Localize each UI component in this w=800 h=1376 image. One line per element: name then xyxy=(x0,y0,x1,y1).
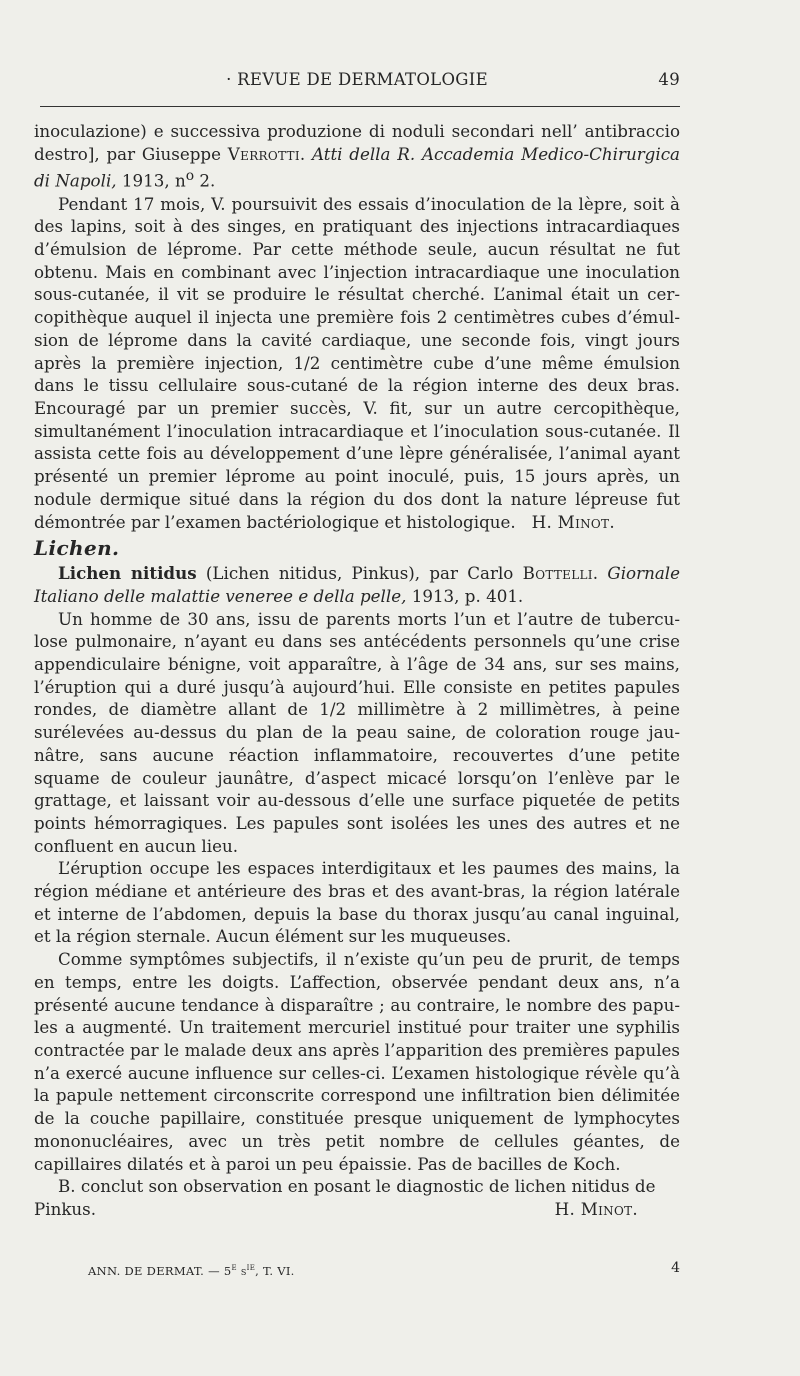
section-heading-lichen: Lichen. xyxy=(34,536,120,561)
paragraph-eruption-location: L’éruption occupe les espaces interdigitaux et les paumes des mains, la région médiane et antérieure des bras et des avant-bras, la région latérale et interne de l’abdomen, depuis la base du thorax jusqu’au canal inguinal, et la région sternale. Aucun élément sur les muqueuses. xyxy=(34,858,680,947)
header-rule xyxy=(40,106,680,107)
signature: H. Minot. xyxy=(554,1198,638,1219)
footer-folio: 4 xyxy=(671,1260,680,1276)
journal-citation: Giornale Italiano delle malattie veneree e della pelle, xyxy=(34,563,680,606)
paragraph-case-description: Un homme de 30 ans, issu de parents morts l’un et l’autre de tuberculose pulmonaire, n’ayant eu dans ses antécédents personnels qu’une crise appendiculaire bénigne, voit apparaître, à l’âge de 34 ans, sur ses mains, l’éruption qui a duré jusqu’à aujourd’hui. Elle consiste en petites papules rondes, de diamètre allant de 1/2 millimètre à 2 millimètres, à peine surélevées au-dessus du plan de la peau saine, de coloration rouge jaunâtre, sans aucune réaction inflammatoire, recouvertes d’une petite squame de couleur jaunâtre, d’aspect micacé lorsqu’on l’enlève par le grattage, et laissant voir au-dessous d’elle une surface piquetée de petits points hémorragiques. Les papules sont isolées les unes des autres et ne confluent en aucun lieu. xyxy=(34,608,680,856)
journal-citation: Atti della R. Accademia Medico-Chirurgica di Napoli, xyxy=(34,143,680,191)
author-name: Verrotti xyxy=(227,143,300,164)
page-footer xyxy=(88,1262,680,1278)
paragraph-reference-bottelli: Lichen nitidus (Lichen nitidus, Pinkus), par Carlo Bottelli. Giornale Italiano delle malattie veneree e della pelle, 1913, p. 401. xyxy=(34,563,680,606)
page-number: 49 xyxy=(658,70,680,89)
paragraph-reference-verrotti: inoculazione) e successiva produzione di noduli secondari nell’ antibraccio destro], par Giuseppe Verrotti. Atti della R. Accademia Medico-Chirurgica di Napoli, 1913, $n^o$ 2. xyxy=(34,121,680,191)
journal-title: · REVUE DE DERMATOLOGIE xyxy=(226,70,488,89)
signature: H. Minot. xyxy=(531,511,615,532)
article-title-bold: Lichen nitidus xyxy=(58,563,197,584)
paragraph-conclusion: B. conclut son observation en posant le diagnostic de lichen nitidus de xyxy=(58,1176,656,1197)
paragraph-symptoms-histology: Comme symptômes subjectifs, il n’existe qu’un peu de prurit, de temps en temps, entre les doigts. L’affection, observée pendant deux ans, n’a présenté aucune tendance à disparaître ; au contraire, le nombre des papules a augmenté. Un traitement mercuriel institué pour traiter une syphilis contractée par le malade deux ans après l’apparition des premières papules n’a exercé aucune influence sur celles-ci. L’examen histologique révèle qu’à la papule nettement circonscrite correspond une infiltration bien délimitée de la couche papillaire, constituée presque uniquement de lymphocytes mononucléaires, avec un très petit nombre de cellules géantes, de capillaires dilatés et à paroi un peu épaissie. Pas de bacilles de Koch. xyxy=(34,949,680,1174)
article-body xyxy=(34,120,680,1221)
conclusion-last-line: Pinkus. H. Minot. xyxy=(34,1198,680,1221)
paragraph-lepre-inoculation: Pendant 17 mois, V. poursuivit des essais d’inoculation de la lèpre, soit à des lapins, soit à des singes, en pratiquant des injections intracardiaques d’émulsion de léprome. Par cette méthode seule, aucun résultat ne fut obtenu. Mais en combinant avec l’injection intracardiaque une inoculation sous-cutanée, il vit se produire le résultat cherché. L’animal était un cercopithèque auquel il injecta une première fois 2 centimètres cubes d’émulsion de léprome dans la cavité cardiaque, une seconde fois, vingt jours après la première injection, 1/2 centimètre cube d’une même émulsion dans le tissu cellulaire sous-cutané de la région interne des deux bras. Encouragé par un premier succès, V. fit, sur un autre cercopithèque, simultanément l’inoculation intracardiaque et l’inoculation sous-cutanée. Il assista cette fois au développement d’une lèpre généralisée, l’animal ayant présenté un premier léprome au point inoculé, puis, 15 jours après, un nodule dermique situé dans la région du dos dont la nature lépreuse fut démontrée par l’examen bactériologique et histologique. H. Minot. xyxy=(34,193,680,532)
footer-signature-mark: ANN. DE DERMAT. — 5e $s^{ie}$, T. VI. xyxy=(88,1262,295,1278)
running-header xyxy=(34,70,680,94)
author-name: Bottelli xyxy=(522,563,593,584)
